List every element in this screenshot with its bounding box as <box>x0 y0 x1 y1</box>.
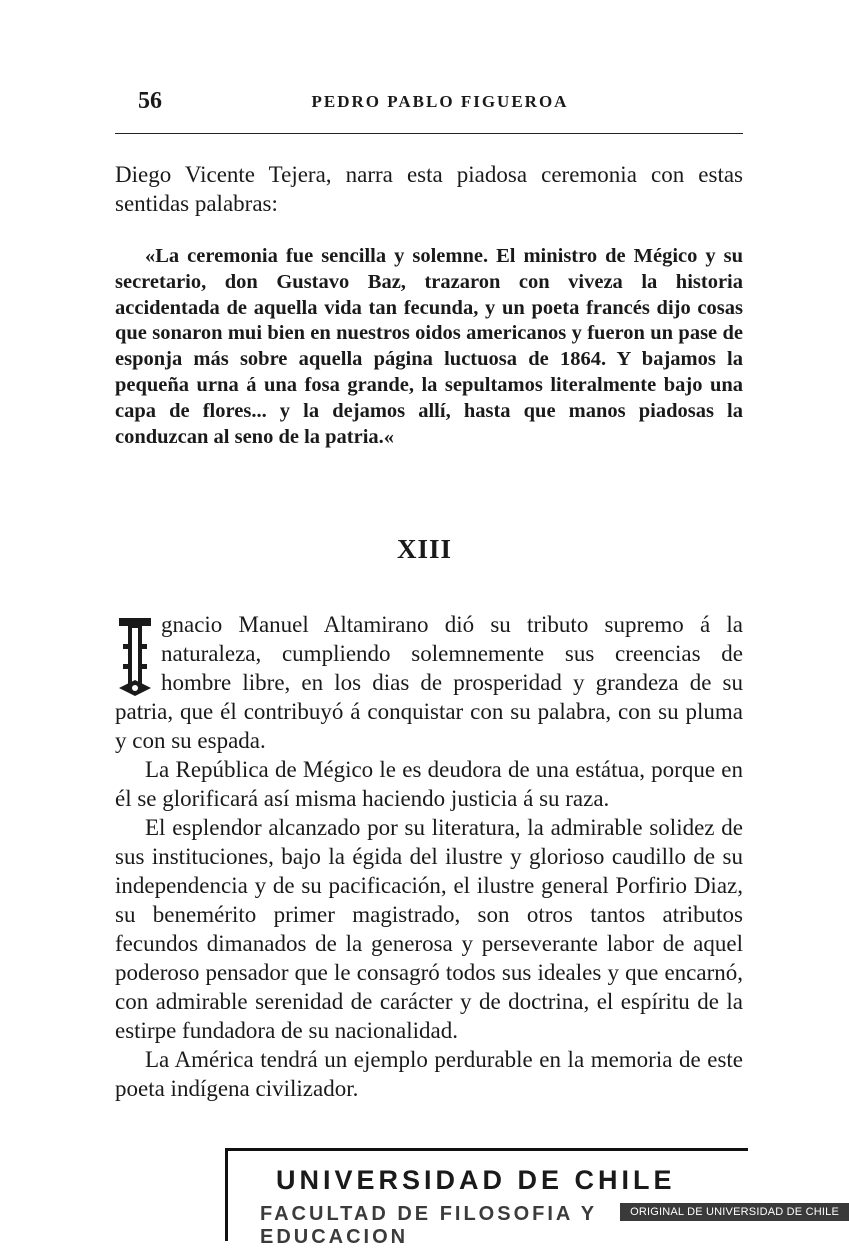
intro-paragraph: Diego Vicente Tejera, narra esta piadosa ceremonia con estas sentidas palabras: <box>115 162 743 216</box>
stamp-line-2: FACULTAD DE FILOSOFIA Y EDUCACION <box>260 1203 597 1248</box>
section-heading: XIII <box>396 534 453 564</box>
library-stamp <box>225 1148 748 1248</box>
ornate-initial-icon <box>115 614 155 696</box>
chapter-body <box>115 610 743 1103</box>
watermark-label: ORIGINAL DE UNIVERSIDAD DE CHILE <box>620 1203 849 1221</box>
body-paragraph-2: La República de Mégico le es deudora de una estátua, porque en él se glorificará así misma haciendo justicia á su raza. <box>115 757 743 811</box>
quoted-passage <box>115 244 743 450</box>
header-rule <box>115 133 743 134</box>
page-header <box>138 88 742 118</box>
running-title: PEDRO PABLO FIGUEROA <box>311 92 569 111</box>
stamp-line-1: UNIVERSIDAD DE CHILE <box>276 1165 676 1195</box>
body-paragraph-4: La América tendrá un ejemplo perdurable en la memoria de este poeta indígena civilizador. <box>115 1047 743 1101</box>
quote-text: «La ceremonia fue sencilla y solemne. El ministro de Mégico y su secretario, don Gustavo Baz, trazaron con viveza la historia accidentada de aquella vida tan fecunda, y un poeta francés dijo cosas que sonaron mui bien en nuestros oidos americanos y fueron un pase de esponja más sobre aquella página luctuosa de 1864. Y bajamos la pequeña urna á una fosa grande, la sepultamos literalmente bajo una capa de flores... y la dejamos allí, hasta que manos piadosas la conduzcan al seno de la patria.« <box>115 245 743 448</box>
body-paragraph-3: El esplendor alcanzado por su literatura, la admirable solidez de sus instituciones, bajo la égida del ilustre y glorioso caudillo de su independencia y de su pacificación, el ilustre general Porfirio Diaz, su benemérito primer magistrado, son otros tantos atributos fecundos dimanados de la generosa y perseverante labor de aquel poderoso pensador que le consagró todos sus ideales y que encarnó, con admirable serenidad de carácter y de doctrina, el espíritu de la estirpe fundadora de su nacionalidad. <box>115 815 743 1043</box>
dropcap-ornament <box>115 614 155 696</box>
body-paragraph-1-text: gnacio Manuel Altamirano dió su tributo supremo á la naturaleza, cumpliendo solemnemente sus creencias de hombre libre, en los dias de prosperidad y grandeza de su patria, que él contribuyó á conquistar con su palabra, con su pluma y con su espada. <box>115 612 743 753</box>
body-paragraph-1 <box>115 610 743 755</box>
page-number: 56 <box>138 88 162 114</box>
